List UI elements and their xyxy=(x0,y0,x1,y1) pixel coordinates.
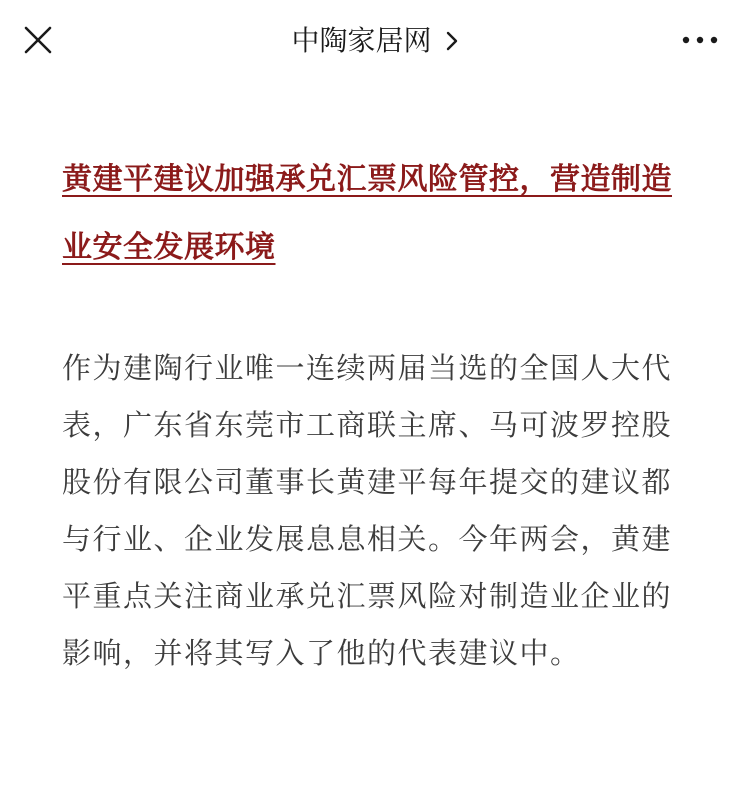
more-button[interactable] xyxy=(680,30,720,50)
article-headline[interactable]: 黄建平建议加强承兑汇票风险管控，营造制造业安全发展环境 xyxy=(62,162,672,265)
account-title-link[interactable] xyxy=(0,22,750,60)
top-bar xyxy=(0,0,750,82)
article-header xyxy=(62,146,702,282)
chevron-right-icon xyxy=(445,30,459,52)
account-name: 中陶家居网 xyxy=(291,24,432,57)
more-icon xyxy=(680,30,720,50)
article-paragraph: 作为建陶行业唯一连续两届当选的全国人大代表，广东省东莞市工商联主席、马可波罗控股股份有限公司董事长黄建平每年提交的建议都与行业、企业发展息息相关。今年两会，黄建平重点关注商业承兑汇票风险对制造业企业的影响，并将其写入了他的代表建议中。 xyxy=(62,351,673,670)
